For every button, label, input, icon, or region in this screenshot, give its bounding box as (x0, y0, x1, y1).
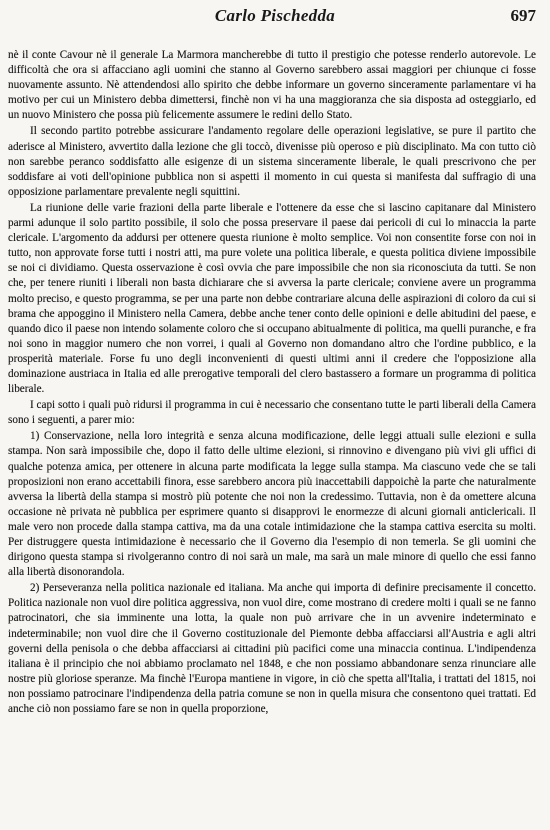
running-head-author: Carlo Pischedda (214, 6, 336, 25)
paragraph: Il secondo partito potrebbe assicurare l'andamento regolare delle operazioni legislative, se pure il partito che aderisce al Ministero, avvertito dalla lezione che gli toccò, divenisse più operoso e più disciplinato. Ma con tutto ciò non sarebbe peranco soddisfatto alle esigenze di un sistema sinceramente liberale, le quali prescrivono che per soddisfare ai voti dell'opinione pubblica non si aspetti il momento in cui questa si manifesta dal suffragio di una opposizione parlamentare prevalente negli squittini. (8, 125, 536, 198)
paragraph-continuation: nè il conte Cavour nè il generale La Marmora mancherebbe di tutto il prestigio che potesse renderlo autorevole. Le difficoltà che ora si affacciano agli uomini che stanno al Governo sarebbero assai maggiori per chiunque ci fosse nuovamente assunto. Nè attendendosi allo spirito che debbe informare un governo sinceramente parlamentare vi ha motivo per cui un Ministero debba dimettersi, finchè non vi ha una maggioranza che sia disposta ad osteggiarlo, ed un nuovo Ministero che possa più felicemente assumere le redini dello Stato. (8, 49, 536, 122)
list-item-paragraph: 2) Perseveranza nella politica nazionale ed italiana. Ma anche qui importa di definire precisamente il concetto. Politica nazionale non vuol dire politica aggressiva, non vuol dire, come mostrano di credere molti i quali se ne fanno patrocinatori, che sia imminente una lotta, la quale non può arrivare che in un avvenire indeterminato e indeterminabile; non vuol dire che il Governo costituzionale del Piemonte debba affacciarsi all'Austria e agli altri governi della penisola o che debba affacciarsi ai cittadini più pacifici come una minaccia continua. L'indipendenza italiana è il principio che noi abbiamo proclamato nel 1848, e che non possiamo abbandonare senza rinunciare alle nostre più gloriose speranze. Ma finchè l'Europa mantiene in vigore, in ciò che spetta all'Italia, i trattati del 1815, noi non possiamo patrocinare l'indipendenza della patria comune se non in quella misura che consentono quei trattati. Ed anche ciò non possiamo fare se non in quella proporzione, (8, 582, 536, 716)
paragraph: La riunione delle varie frazioni della parte liberale e l'ottenere da esse che si lascino capitanare dal Ministero parmi adunque il solo partito possibile, il solo che possa preservare il paese dai pericoli di cui lo minaccia la parte clericale. L'argomento da addursi per ottenere questa riunione è molto semplice. Voi non consentite forse con noi in tutto, non approvate forse tutti i nostri atti, ma pure volete una politica liberale, e questa politica diviene impossibile se noi ci dividiamo. Questa osservazione è così ovvia che pare impossibile che non sia riconosciuta da tutti. Se non che, per tenere riuniti i liberali non basta dichiarare che si avversa la parte clericale; conviene avere un programma molto preciso, e questo programma, se per una parte non debbe contrariare alcuna delle aspirazioni di coloro da cui si brama che appoggino il Ministero nella Camera, debbe anche tener conto delle opinioni e delle abitudini del paese, e quando dico il paese non intendo solamente coloro che si occupano abitualmente di politica, ma quelli puranche, e fra noi sono in maggior numero che non vorrei, i quali al Governo non domandano altro che l'ordine pubblico, e la prosperità materiale. Forse fu uno degli inconvenienti di questi ultimi anni il credere che l'opposizione alla dominazione austriaca in Italia ed alle prerogative temporali del clero bastassero a formare un programma di politica liberale. (8, 201, 536, 396)
paragraph: I capi sotto i quali può ridursi il programma in cui è necessario che consentano tutte le parti liberali della Camera sono i seguenti, a parer mio: (8, 399, 536, 427)
page-number: 697 (510, 6, 536, 25)
body-text (8, 48, 536, 718)
list-item-paragraph: 1) Conservazione, nella loro integrità e senza alcuna modificazione, delle leggi attuali sulle elezioni e sulla stampa. Non sarà impossibile che, dopo il fatto delle ultime elezioni, si rinnovino e divengano più vivi gli uffici di qualche potenza amica, per ottenere in alcuna parte modificata la legge sulla stampa. Ma ciascuno vede che se tali proposizioni non erano accettabili finora, esse sarebbero ancora più inaccettabili dappoichè la parte che naturalmente avversa la libertà della stampa si mostrò più potente che noi non la credessimo. Tuttavia, non è da omettere alcuna occasione nè privata nè pubblica per esprimere quanto si disapprovi le enormezze di alcuni giornali anticlericali. Il male vero non procede dalla stampa cattiva, ma da una cotale intimidazione che la stampa cattiva esercita su molti. Per distruggere questa intimidazione è necessario che il Governo dia l'esempio di non temerla. Se gli uomini che dirigono questa stampa si rivolgeranno contro di noi sarà un male, ma sarà un male minore di quello che essi fanno alla libertà disonorandola. (8, 430, 536, 579)
page-header (0, 6, 550, 30)
